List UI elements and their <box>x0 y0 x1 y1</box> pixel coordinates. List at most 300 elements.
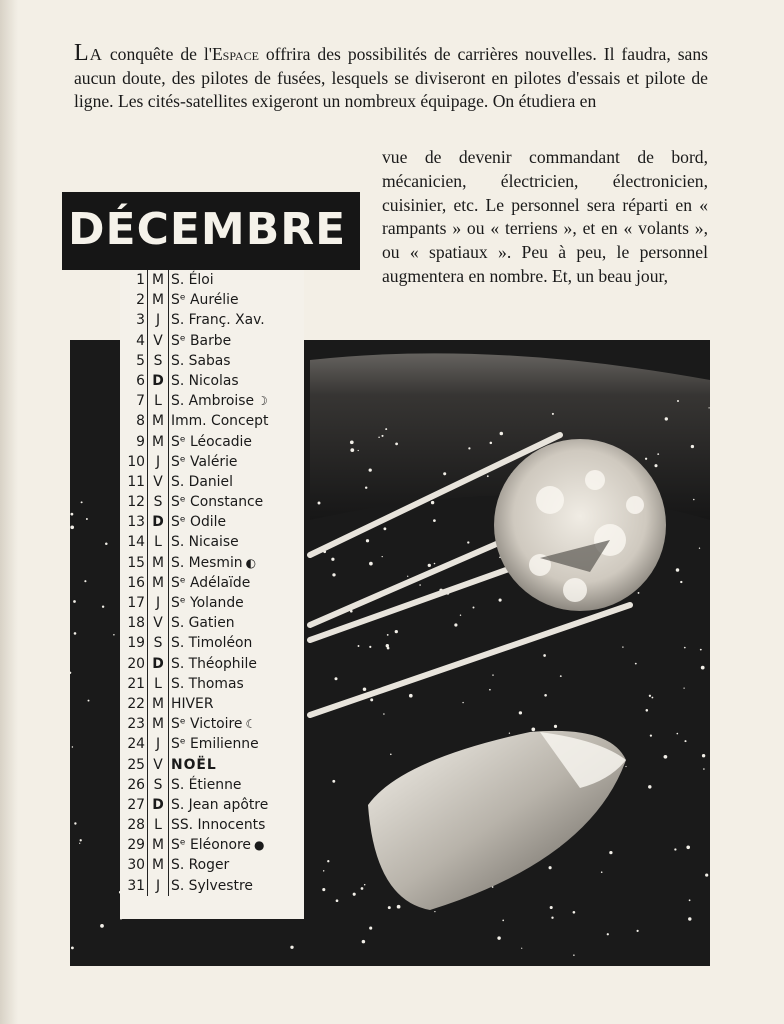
star <box>419 584 421 586</box>
star <box>549 866 552 869</box>
weekday-letter: M <box>148 835 169 855</box>
weekday-letter: D <box>148 654 169 674</box>
saint-label: Sᵉ Léocadie <box>171 433 252 450</box>
calendar-row <box>120 553 304 573</box>
star <box>674 848 676 850</box>
star <box>552 413 554 415</box>
saint-name <box>169 270 304 290</box>
star <box>88 700 90 702</box>
intro-text-a: conquête de l' <box>102 44 212 64</box>
saint-label: Sᵉ Barbe <box>171 332 232 349</box>
weekday-letter: D <box>148 371 169 391</box>
saint-name <box>169 432 304 452</box>
star <box>646 709 649 712</box>
star <box>645 458 647 460</box>
star <box>397 905 401 909</box>
weekday-letter: J <box>148 734 169 754</box>
star <box>364 884 365 885</box>
day-number: 22 <box>120 694 148 714</box>
calendar-row <box>120 432 304 452</box>
star <box>388 906 391 909</box>
day-number: 21 <box>120 674 148 694</box>
calendar-row <box>120 734 304 754</box>
day-number: 1 <box>120 270 148 290</box>
day-number: 29 <box>120 835 148 855</box>
saint-name <box>169 452 304 472</box>
star <box>385 428 387 430</box>
star <box>387 647 390 650</box>
saint-label: Sᵉ Aurélie <box>171 292 239 309</box>
day-number: 14 <box>120 532 148 552</box>
star <box>665 417 668 420</box>
day-number: 18 <box>120 613 148 633</box>
star <box>638 592 640 594</box>
weekday-letter: V <box>148 331 169 351</box>
weekday-letter: M <box>148 411 169 431</box>
star <box>102 605 104 607</box>
weekday-letter: M <box>148 270 169 290</box>
calendar-row <box>120 633 304 653</box>
saint-name <box>169 290 304 310</box>
saint-label: Imm. Concept <box>171 413 269 430</box>
weekday-letter: J <box>148 452 169 472</box>
saint-label: Sᵉ Victoire <box>171 716 243 733</box>
star <box>693 499 695 501</box>
star <box>601 871 603 873</box>
moon-phase-icon: ◐ <box>245 555 257 570</box>
drop-cap: La <box>74 40 103 66</box>
star <box>361 887 364 890</box>
star <box>434 563 436 565</box>
star <box>699 548 700 549</box>
calendar-row <box>120 613 304 633</box>
saint-label: S. Sabas <box>171 352 231 369</box>
saint-label: S. Théophile <box>171 655 257 672</box>
saint-name <box>169 855 304 875</box>
star <box>366 539 369 542</box>
calendar-row <box>120 654 304 674</box>
star <box>86 518 88 520</box>
calendar-row <box>120 351 304 371</box>
star <box>490 442 493 445</box>
star <box>431 501 434 504</box>
star <box>332 573 335 576</box>
star <box>378 436 380 438</box>
saint-name <box>169 795 304 815</box>
weekday-letter: M <box>148 714 169 734</box>
star <box>81 501 83 503</box>
star <box>489 689 491 691</box>
saint-label: Sᵉ Yolande <box>171 595 244 611</box>
star <box>70 513 73 516</box>
day-number: 7 <box>120 391 148 411</box>
saint-label: S. Gatien <box>171 615 235 632</box>
star <box>428 564 431 567</box>
star <box>382 556 383 557</box>
star <box>369 468 372 471</box>
weekday-letter: V <box>148 755 169 775</box>
day-number: 11 <box>120 472 148 492</box>
star <box>502 920 504 922</box>
weekday-letter: M <box>148 290 169 310</box>
saint-label: Sᵉ Emilienne <box>171 736 259 753</box>
star <box>80 839 82 841</box>
day-number: 31 <box>120 876 148 896</box>
saint-name <box>169 573 304 593</box>
star <box>473 607 475 609</box>
saint-label: Sᵉ Constance <box>171 494 264 511</box>
weekday-letter: M <box>148 855 169 875</box>
weekday-letter: L <box>148 532 169 552</box>
saint-label: S. Franç. Xav. <box>171 312 265 329</box>
star <box>521 948 522 949</box>
saint-label: HIVER <box>171 695 214 712</box>
star <box>705 874 708 877</box>
weekday-letter: S <box>148 775 169 795</box>
star <box>395 443 398 446</box>
star <box>649 695 651 697</box>
star <box>73 600 76 603</box>
saint-label: S. Sylvestre <box>171 877 253 894</box>
day-number: 30 <box>120 855 148 875</box>
star <box>454 623 457 626</box>
saint-label: Sᵉ Valérie <box>171 453 238 470</box>
weekday-letter: M <box>148 432 169 452</box>
calendar-table <box>120 270 304 919</box>
weekday-letter: L <box>148 391 169 411</box>
weekday-letter: L <box>148 815 169 835</box>
saint-label: S. Éloi <box>171 272 214 288</box>
calendar-row <box>120 472 304 492</box>
star <box>684 647 686 649</box>
star <box>332 780 335 783</box>
side-column-text <box>382 146 708 289</box>
calendar-row <box>120 452 304 472</box>
calendar-row <box>120 714 304 734</box>
day-number: 23 <box>120 714 148 734</box>
star <box>369 646 371 648</box>
calendar-row <box>120 775 304 795</box>
star <box>468 447 470 449</box>
saint-name <box>169 331 304 351</box>
saint-label: S. Nicaise <box>171 534 239 551</box>
star <box>369 927 372 930</box>
day-number: 3 <box>120 310 148 330</box>
star <box>677 400 679 402</box>
star <box>365 486 367 488</box>
weekday-letter: D <box>148 512 169 532</box>
star <box>327 860 329 862</box>
star <box>336 899 339 902</box>
star <box>701 666 705 670</box>
star <box>648 785 651 788</box>
intro-paragraph <box>74 42 708 114</box>
star <box>113 634 115 636</box>
calendar-row <box>120 331 304 351</box>
calendar-row <box>120 694 304 714</box>
star <box>370 698 373 701</box>
star <box>499 599 502 602</box>
day-number: 10 <box>120 452 148 472</box>
saint-label: S. Daniel <box>171 473 233 490</box>
saint-label: NOËL <box>171 756 217 773</box>
star <box>443 472 446 475</box>
star <box>708 407 709 408</box>
star <box>691 445 694 448</box>
star <box>497 936 500 939</box>
star <box>635 663 637 665</box>
star <box>531 728 535 732</box>
saint-name <box>169 351 304 371</box>
star <box>487 475 489 477</box>
month-title: DÉCEMBRE <box>68 204 347 255</box>
saint-label: S. Ambroise <box>171 393 255 410</box>
star <box>680 581 682 583</box>
star <box>434 911 435 912</box>
star <box>395 630 398 633</box>
day-number: 9 <box>120 432 148 452</box>
star <box>509 733 510 734</box>
star <box>700 649 702 651</box>
saint-name <box>169 755 304 775</box>
star <box>657 453 659 455</box>
star <box>686 845 690 849</box>
star <box>676 568 680 572</box>
star <box>622 646 623 647</box>
star <box>492 674 493 675</box>
weekday-letter: S <box>148 633 169 653</box>
saint-name <box>169 472 304 492</box>
star <box>409 694 413 698</box>
saint-name <box>169 532 304 552</box>
star <box>554 725 557 728</box>
star <box>362 940 366 944</box>
saint-name <box>169 633 304 653</box>
star <box>350 440 354 444</box>
star <box>334 677 337 680</box>
calendar-row <box>120 593 304 613</box>
calendar-row <box>120 835 304 855</box>
star <box>363 688 367 692</box>
saint-label: S. Roger <box>171 857 230 874</box>
saint-label: S. Jean apôtre <box>171 796 269 813</box>
day-number: 17 <box>120 593 148 613</box>
star <box>74 632 77 635</box>
star <box>551 917 553 919</box>
star <box>573 954 575 956</box>
calendar-row <box>120 876 304 896</box>
star <box>84 580 86 582</box>
saint-name <box>169 411 304 431</box>
saint-name <box>169 613 304 633</box>
saint-name <box>169 654 304 674</box>
star <box>683 687 684 688</box>
star <box>625 766 626 767</box>
saint-label: S. Mesmin <box>171 554 243 571</box>
saint-name <box>169 694 304 714</box>
calendar-row <box>120 371 304 391</box>
day-number: 8 <box>120 411 148 431</box>
calendar-row <box>120 573 304 593</box>
weekday-letter: M <box>148 694 169 714</box>
saint-name <box>169 674 304 694</box>
weekday-letter: M <box>148 553 169 573</box>
saint-name <box>169 876 304 896</box>
saint-label: Sᵉ Eléonore <box>171 837 251 854</box>
star <box>72 746 73 747</box>
saint-name <box>169 371 304 391</box>
moon-phase-icon: ☾ <box>245 717 257 732</box>
star <box>70 525 74 529</box>
saint-label: SS. Innocents <box>171 817 266 834</box>
saint-name <box>169 310 304 330</box>
star <box>544 694 547 697</box>
star <box>467 541 469 543</box>
calendar-row <box>120 290 304 310</box>
star <box>105 543 108 546</box>
star <box>322 888 325 891</box>
calendar-row <box>120 270 304 290</box>
star <box>318 502 321 505</box>
weekday-letter: L <box>148 674 169 694</box>
day-number: 13 <box>120 512 148 532</box>
star <box>519 711 522 714</box>
star <box>703 768 705 770</box>
day-number: 15 <box>120 553 148 573</box>
star <box>654 464 657 467</box>
day-number: 6 <box>120 371 148 391</box>
day-number: 28 <box>120 815 148 835</box>
calendar-row <box>120 512 304 532</box>
star <box>689 899 691 901</box>
star <box>381 435 383 437</box>
weekday-letter: S <box>148 351 169 371</box>
star <box>331 558 334 561</box>
star <box>560 675 562 677</box>
saint-name <box>169 593 304 613</box>
day-number: 19 <box>120 633 148 653</box>
star <box>350 448 354 452</box>
star <box>369 562 373 566</box>
star <box>607 933 609 935</box>
star <box>74 822 76 824</box>
star <box>407 576 408 577</box>
saint-name <box>169 815 304 835</box>
star <box>100 924 104 928</box>
star <box>684 740 686 742</box>
star <box>358 450 359 451</box>
star <box>383 527 386 530</box>
day-number: 2 <box>120 290 148 310</box>
saint-name <box>169 835 304 855</box>
star <box>543 654 546 657</box>
star <box>650 734 652 736</box>
saint-name <box>169 492 304 512</box>
weekday-letter: V <box>148 472 169 492</box>
calendar-row <box>120 855 304 875</box>
day-number: 12 <box>120 492 148 512</box>
calendar-row <box>120 674 304 694</box>
saint-name <box>169 734 304 754</box>
saint-name <box>169 714 304 734</box>
star <box>462 702 463 703</box>
saint-name <box>169 512 304 532</box>
day-number: 24 <box>120 734 148 754</box>
calendar-row <box>120 755 304 775</box>
star <box>433 519 436 522</box>
star <box>664 755 668 759</box>
page-fold-shadow <box>0 0 18 1024</box>
star <box>637 930 639 932</box>
calendar-row <box>120 815 304 835</box>
moon-phase-icon: ● <box>253 838 265 853</box>
star <box>609 851 612 854</box>
star <box>358 645 360 647</box>
calendar-row <box>120 391 304 411</box>
saint-name <box>169 391 304 411</box>
saint-label: S. Étienne <box>171 776 242 793</box>
saint-label: S. Timoléon <box>171 635 253 652</box>
star <box>688 917 691 920</box>
star <box>383 713 385 715</box>
saint-name <box>169 553 304 573</box>
intro-text-espace: Espace <box>211 44 259 64</box>
weekday-letter: J <box>148 593 169 613</box>
weekday-letter: D <box>148 795 169 815</box>
weekday-letter: J <box>148 310 169 330</box>
star <box>71 946 74 949</box>
calendar-row <box>120 795 304 815</box>
star <box>387 634 389 636</box>
saint-label: Sᵉ Odile <box>171 514 227 531</box>
saint-name <box>169 775 304 795</box>
star <box>323 870 324 871</box>
star <box>702 754 705 757</box>
calendar-row <box>120 411 304 431</box>
calendar-row <box>120 310 304 330</box>
side-column-paragraph: vue de devenir commandant de bord, mécanicien, électricien, électronicien, cuisinier, etc. Le personnel sera réparti en « rampants » ou « terriens », et en « volants », ou « spatiaux ». Peu à peu, le personnel augmentera en nombre. Et, un beau jour, <box>382 147 708 286</box>
intro-text-b: offrira des possibilités de carrières nouvelles. Il faudra, sans aucun doute, des pilotes de fusées, lesquels se diviseront en pilotes d'essais et pilote de ligne. Les cités-satellites exigeront un nombreux équipage. On étudiera en <box>74 44 708 112</box>
calendar-row <box>120 532 304 552</box>
weekday-letter: V <box>148 613 169 633</box>
day-number: 27 <box>120 795 148 815</box>
month-banner <box>62 192 360 270</box>
star <box>573 911 576 914</box>
star <box>460 614 461 615</box>
star <box>390 754 392 756</box>
day-number: 4 <box>120 331 148 351</box>
star <box>550 906 553 909</box>
star <box>353 893 356 896</box>
saint-label: S. Thomas <box>171 675 244 692</box>
star <box>79 843 80 844</box>
calendar-row <box>120 492 304 512</box>
day-number: 25 <box>120 755 148 775</box>
weekday-letter: S <box>148 492 169 512</box>
weekday-letter: M <box>148 573 169 593</box>
saint-label: S. Nicolas <box>171 372 239 389</box>
moon-phase-icon: ☽ <box>257 394 268 409</box>
weekday-letter: J <box>148 876 169 896</box>
day-number: 16 <box>120 573 148 593</box>
day-number: 20 <box>120 654 148 674</box>
day-number: 5 <box>120 351 148 371</box>
star <box>290 946 293 949</box>
saint-label: Sᵉ Adélaïde <box>171 574 251 591</box>
star <box>500 432 504 436</box>
star <box>677 733 679 735</box>
day-number: 26 <box>120 775 148 795</box>
